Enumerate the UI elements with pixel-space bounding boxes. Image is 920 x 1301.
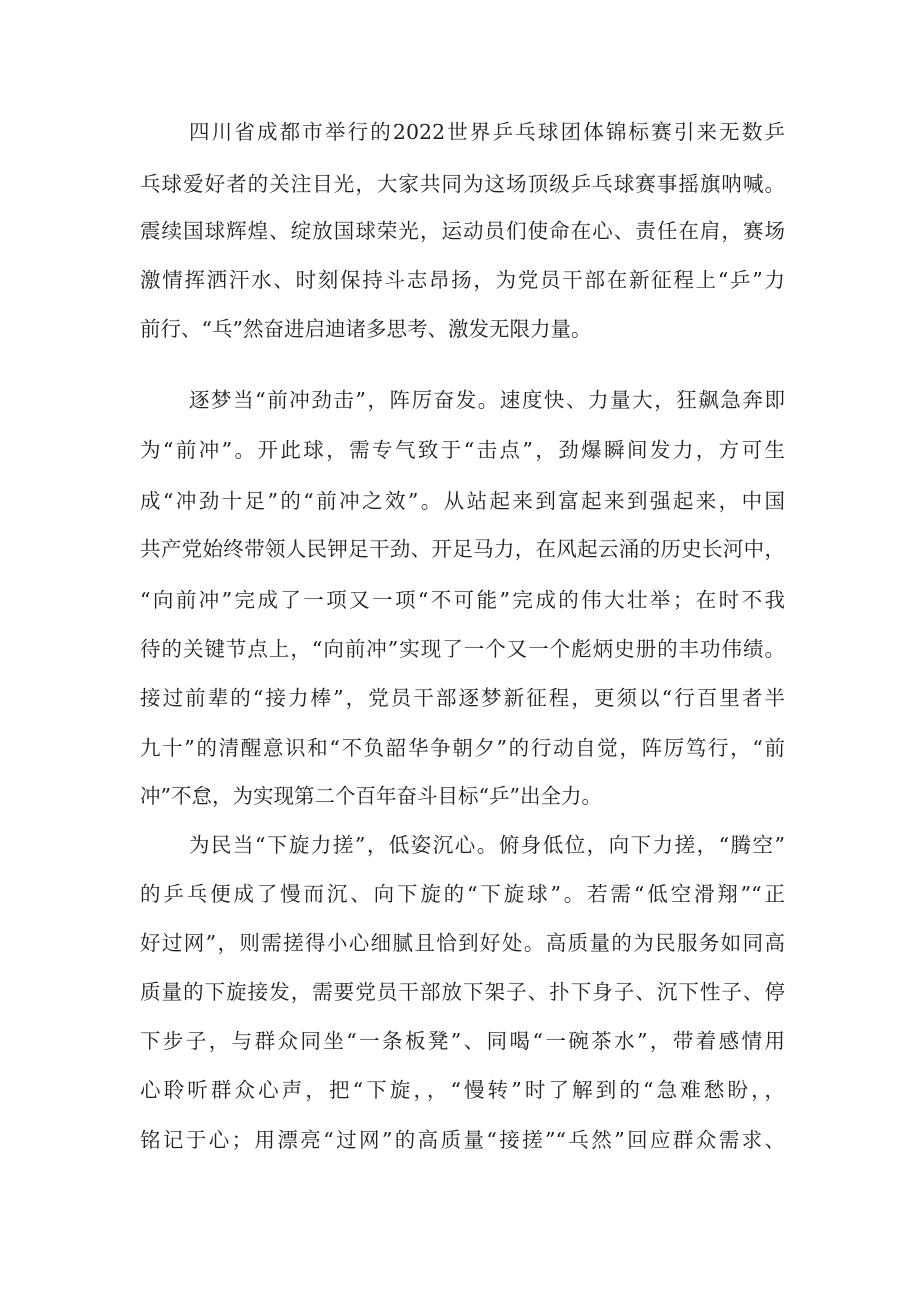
text-line: 为“前冲”。开此球，需专气致于“击点”，劲爆瞬间发力，方可生	[140, 438, 785, 462]
text-line: “向前冲”完成了一项又一项“不可能”完成的伟大壮举；在时不我	[140, 588, 785, 612]
text-line: 接过前辈的“接力棒”，党员干部逐梦新征程，更须以“行百里者半	[140, 686, 785, 710]
text-line: 冲”不怠，为实现第二个百年奋斗目标“乒”出全力。	[140, 784, 602, 808]
text-line: 质量的下旋接发，需要党员干部放下架子、扑下身子、沉下性子、停	[140, 980, 785, 1004]
text-line: 好过网”，则需搓得小心细腻且恰到好处。高质量的为民服务如同高	[140, 931, 785, 955]
text-line: 震续国球辉煌、绽放国球荣光，运动员们使命在心、责任在肩，赛场	[140, 219, 785, 243]
text-line: 待的关键节点上，“向前冲”实现了一个又一个彪炳史册的丰功伟绩。	[140, 637, 785, 661]
text-line: 逐梦当“前冲劲击”，阵厉奋发。速度快、力量大，狂飙急奔即	[189, 388, 785, 412]
text-line: 乓球爱好者的关注目光，大家共同为这场顶级乒乓球赛事摇旗呐喊。	[140, 172, 785, 196]
text-line: 下步子，与群众同坐“一条板凳”、同喝“一碗茶水”，带着感情用	[140, 1029, 785, 1053]
text-line: 成“冲劲十足”的“前冲之效”。从站起来到富起来到强起来，中国	[140, 489, 785, 513]
text-line: 的乒乓便成了慢而沉、向下旋的“下旋球”。若需“低空滑翔”“正	[140, 882, 785, 906]
text-line: 九十”的清醒意识和“不负韶华争朝夕”的行动自觉，阵厉笃行，“前	[140, 736, 785, 760]
text-line: 前行、“乓”然奋进启迪诸多思考、激发无限力量。	[140, 317, 592, 341]
text-line: 共产党始终带领人民钾足干劲、开足马力，在风起云涌的历史长河中，	[140, 537, 785, 561]
text-line: 激情挥洒汗水、时刻保持斗志昂扬，为党员干部在新征程上“乒”力	[140, 268, 785, 292]
text-line: 心聆听群众心声，把“下旋，，“慢转”时了解到的“急难愁盼，，	[140, 1078, 785, 1102]
text-line: 为民当“下旋力搓”，低姿沉心。俯身低位，向下力搓，“腾空”	[189, 833, 785, 857]
text-line: 四川省成都市举行的2022世界乒乓球团体锦标赛引来无数乒	[189, 120, 785, 144]
text-line: 铭记于心；用漂亮“过网”的高质量“接搓”“乓然”回应群众需求、	[140, 1128, 785, 1152]
